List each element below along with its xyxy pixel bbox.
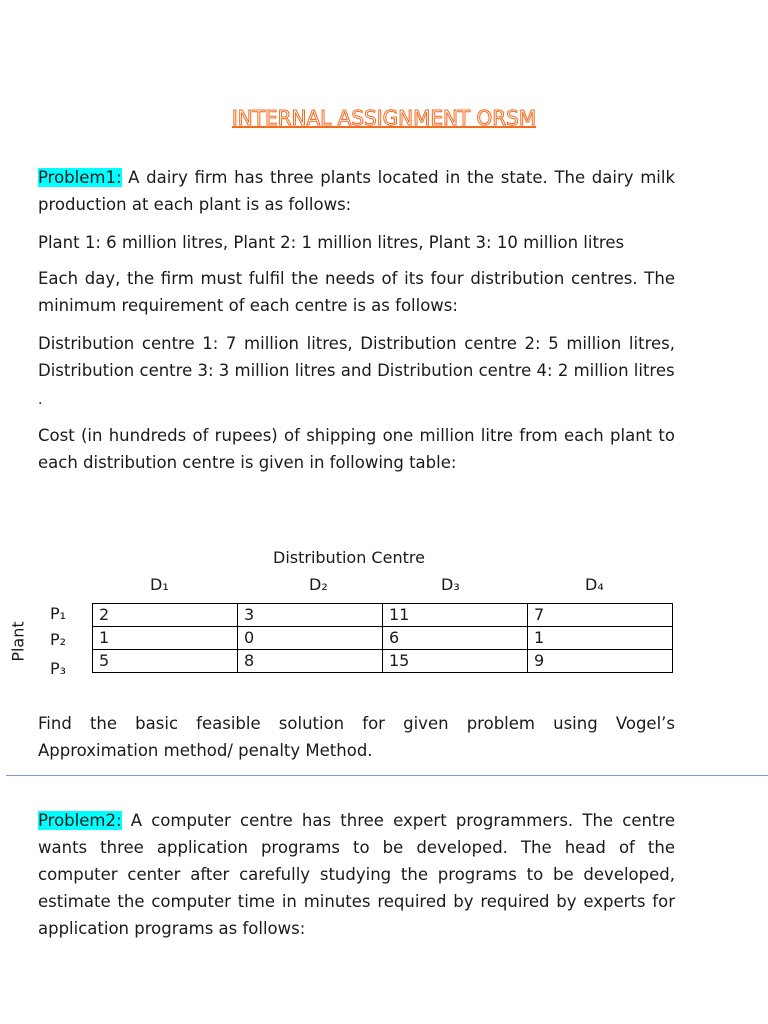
row-label-p1: P₁	[50, 604, 67, 623]
cost-intro: Cost (in hundreds of rupees) of shipping one million litre from each plant to each distribution centre is given in following table:	[38, 426, 675, 472]
stray-dot: .	[38, 392, 43, 408]
column-header-d4: D₄	[585, 575, 604, 594]
problem1-intro-text: A dairy firm has three plants located in the state. The dairy milk production at each plant is as follows:	[38, 168, 675, 214]
row-label-p2: P₂	[50, 630, 67, 649]
table-cell: 6	[383, 627, 528, 650]
problem1-label: Problem1:	[38, 168, 122, 187]
table-cell: 11	[383, 604, 528, 627]
question-text: Find the basic feasible solution for given problem using Vogel’s Approximation method/ penalty Method.	[38, 714, 675, 760]
column-header-d3: D₃	[441, 575, 460, 594]
column-header-d1: D₁	[150, 575, 169, 594]
table-cell: 8	[238, 650, 383, 673]
table-cell: 9	[528, 650, 673, 673]
table-cell: 2	[93, 604, 238, 627]
row-group-label: Plant	[8, 621, 28, 662]
table-cell: 1	[93, 627, 238, 650]
table-row	[93, 604, 673, 627]
table-cell: 15	[383, 650, 528, 673]
column-group-label: Distribution Centre	[273, 548, 425, 567]
table-cell: 5	[93, 650, 238, 673]
column-header-d2: D₂	[309, 575, 328, 594]
problem2-label: Problem2:	[38, 811, 122, 830]
problem2-text	[38, 807, 675, 942]
section-divider	[6, 775, 768, 776]
table-cell: 3	[238, 604, 383, 627]
table-row	[93, 650, 673, 673]
table-row	[93, 627, 673, 650]
requirement-intro: Each day, the firm must fulfil the needs of its four distribution centres. The minimum requirement of each centre is as follows:	[38, 269, 675, 315]
table-cell: 1	[528, 627, 673, 650]
cost-table	[92, 603, 673, 673]
table-cell: 0	[238, 627, 383, 650]
document-title: INTERNAL ASSIGNMENT ORSM	[231, 106, 537, 130]
problem1-intro	[38, 164, 675, 218]
problem2-body: A computer centre has three expert programmers. The centre wants three application programs to be developed. The head of the computer center after carefully studying the programs to be developed, estimate the computer time in minutes required by required by experts for application programs as follows:	[38, 811, 675, 938]
row-label-p3: P₃	[50, 659, 67, 678]
requirements-text: Distribution centre 1: 7 million litres, Distribution centre 2: 5 million litres, Distribution centre 3: 3 million litres and Distribution centre 4: 2 million litres	[38, 334, 675, 380]
production-text: Plant 1: 6 million litres, Plant 2: 1 million litres, Plant 3: 10 million litres	[38, 233, 625, 252]
table-cell: 7	[528, 604, 673, 627]
